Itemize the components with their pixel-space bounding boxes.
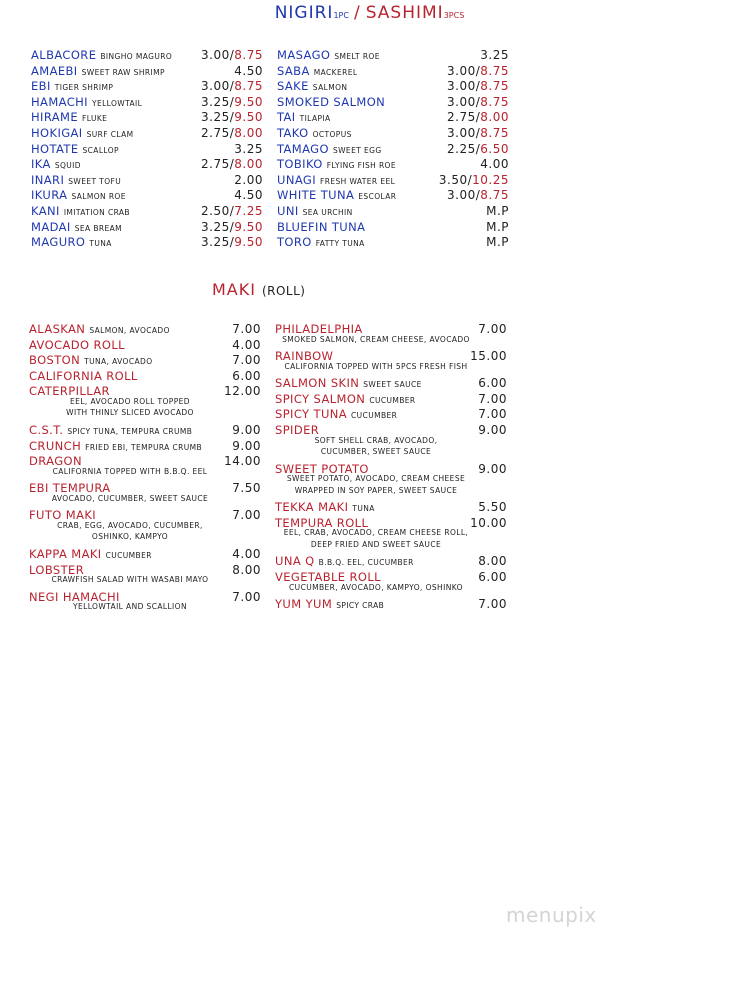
nigiri-item-name: AMAEBI bbox=[31, 63, 78, 78]
maki-item bbox=[29, 419, 261, 435]
maki-item-subdesc: SWEET POTATO, AVOCADO, CREAM CHEESE bbox=[286, 474, 466, 484]
nigiri-item-price bbox=[201, 95, 263, 109]
nigiri-item-name: KANI bbox=[31, 203, 60, 218]
nigiri-item-price bbox=[234, 188, 263, 202]
nigiri-item-name: INARI bbox=[31, 172, 65, 187]
maki-item-row bbox=[275, 403, 507, 422]
nigiri-list-left bbox=[31, 44, 263, 250]
nigiri-price-piece: 3.25/ bbox=[201, 235, 235, 250]
maki-item-name: CATERPILLAR bbox=[29, 384, 110, 399]
nigiri-item-name: MAGURO bbox=[31, 235, 86, 250]
maki-item bbox=[275, 372, 507, 391]
nigiri-item-name: HAMACHI bbox=[31, 94, 88, 109]
sashimi-price: 8.75 bbox=[480, 125, 509, 140]
menupix-watermark: menupix bbox=[506, 903, 597, 927]
maki-subheading: (ROLL) bbox=[261, 284, 306, 298]
nigiri-item-price bbox=[201, 204, 263, 218]
nigiri-price-piece: 3.00/ bbox=[447, 63, 481, 78]
maki-item-desc: B.B.Q. EEL, CUCUMBER bbox=[318, 558, 414, 568]
maki-item-name: SPICY SALMON bbox=[275, 391, 366, 406]
maki-item-name: DRAGON bbox=[29, 454, 83, 469]
nigiri-item-price bbox=[201, 220, 263, 234]
maki-item-desc: SALMON, AVOCADO bbox=[89, 326, 170, 335]
sashimi-price: 8.75 bbox=[480, 188, 509, 203]
nigiri-item-desc: FLYING FISH ROE bbox=[326, 161, 396, 171]
nigiri-item-desc: TILAPIA bbox=[299, 114, 331, 124]
nigiri-list-right bbox=[277, 44, 509, 250]
sashimi-price: 8.00 bbox=[234, 125, 263, 140]
nigiri-item-desc: SCALLOP bbox=[82, 145, 119, 155]
header-slash: / bbox=[353, 3, 361, 23]
maki-item-name: SPICY TUNA bbox=[275, 407, 348, 422]
maki-item bbox=[29, 349, 261, 368]
maki-item-price: 10.00 bbox=[470, 515, 507, 530]
nigiri-price-piece: 4.50 bbox=[234, 63, 263, 78]
nigiri-item-price bbox=[234, 173, 263, 187]
maki-item-row bbox=[29, 586, 261, 602]
nigiri-item bbox=[277, 169, 509, 185]
nigiri-item-price bbox=[447, 95, 509, 109]
maki-item-name: TEKKA MAKI bbox=[275, 500, 349, 515]
nigiri-price-piece: 2.50/ bbox=[201, 203, 235, 218]
maki-item-name: KAPPA MAKI bbox=[29, 546, 102, 561]
nigiri-item-price bbox=[447, 126, 509, 140]
maki-item-row bbox=[275, 372, 507, 391]
maki-item-name: BOSTON bbox=[29, 353, 81, 368]
maki-item-subdesc: CRAB, EGG, AVOCADO, CUCUMBER, bbox=[57, 520, 203, 530]
nigiri-price-piece: 2.75/ bbox=[201, 125, 235, 140]
maki-item-price: 9.00 bbox=[232, 422, 261, 437]
nigiri-item bbox=[31, 200, 263, 216]
nigiri-item bbox=[31, 184, 263, 203]
nigiri-item-name: EBI bbox=[31, 79, 51, 94]
maki-item-price: 9.00 bbox=[478, 461, 507, 476]
maki-item-price: 6.00 bbox=[232, 368, 261, 383]
nigiri-price-piece: 4.50 bbox=[234, 188, 263, 203]
maki-item-price: 7.00 bbox=[478, 322, 507, 336]
maki-item bbox=[275, 550, 507, 569]
maki-item-desc: TUNA bbox=[352, 504, 375, 514]
nigiri-price-piece: 3.00/ bbox=[201, 79, 235, 94]
maki-item-name: LOBSTER bbox=[29, 562, 85, 577]
maki-list-left bbox=[29, 318, 261, 613]
maki-item-name: YUM YUM bbox=[275, 597, 333, 612]
nigiri-item-name: BLUEFIN TUNA bbox=[277, 219, 366, 234]
maki-item-name: SPIDER bbox=[275, 422, 320, 437]
maki-item bbox=[275, 496, 507, 515]
nigiri-item bbox=[277, 231, 509, 250]
sashimi-price: 9.50 bbox=[234, 219, 263, 234]
maki-item-row bbox=[275, 345, 507, 364]
maki-item-desc: CUCUMBER bbox=[369, 395, 416, 405]
nigiri-item-price bbox=[201, 235, 263, 249]
maki-item-price: 5.50 bbox=[478, 500, 507, 515]
maki-item bbox=[275, 345, 507, 372]
nigiri-item-label bbox=[277, 231, 365, 250]
maki-item-price: 15.00 bbox=[470, 349, 507, 364]
maki-item-row bbox=[29, 504, 261, 523]
nigiri-item-name: SAKE bbox=[277, 79, 309, 94]
nigiri-item-price bbox=[486, 235, 509, 249]
nigiri-price-piece: 2.75/ bbox=[447, 110, 481, 125]
nigiri-price-piece: 3.25 bbox=[480, 48, 509, 62]
sashimi-heading: SASHIMI bbox=[365, 3, 444, 23]
sashimi-price: 6.50 bbox=[480, 141, 509, 156]
maki-item-name: PHILADELPHIA bbox=[275, 322, 363, 336]
nigiri-item-name: TORO bbox=[277, 235, 312, 250]
nigiri-item bbox=[31, 44, 263, 60]
nigiri-unit: 1PC bbox=[333, 11, 349, 20]
nigiri-item-price bbox=[447, 110, 509, 124]
nigiri-price-piece: 2.75/ bbox=[201, 157, 235, 172]
nigiri-item bbox=[277, 44, 509, 60]
maki-item-price: 4.00 bbox=[232, 546, 261, 561]
maki-item bbox=[275, 318, 507, 345]
nigiri-item-desc: TIGER SHRIMP bbox=[54, 83, 114, 93]
sashimi-price: 8.00 bbox=[480, 110, 509, 125]
maki-item-price: 7.00 bbox=[232, 353, 261, 368]
nigiri-item-price bbox=[234, 64, 263, 78]
sashimi-price: 8.00 bbox=[234, 157, 263, 172]
maki-item bbox=[275, 419, 507, 458]
nigiri-price-piece: 2.25/ bbox=[447, 141, 481, 156]
maki-item-subdesc: WITH THINLY SLICED AVOCADO bbox=[66, 408, 194, 418]
maki-item-subdesc: CUCUMBER, SWEET SAUCE bbox=[320, 447, 432, 457]
nigiri-item-price bbox=[439, 173, 509, 187]
nigiri-item-desc: SWEET TOFU bbox=[68, 176, 122, 186]
maki-item-name: FUTO MAKI bbox=[29, 508, 97, 523]
nigiri-item-price bbox=[480, 48, 509, 62]
maki-item-subdesc: EEL, AVOCADO ROLL TOPPED bbox=[70, 396, 190, 406]
maki-list-right bbox=[275, 318, 507, 612]
nigiri-item-desc: FLUKE bbox=[82, 114, 108, 124]
nigiri-item-price bbox=[486, 204, 509, 218]
nigiri-price-piece: M.P bbox=[486, 219, 509, 234]
maki-item-row bbox=[275, 458, 507, 474]
nigiri-item-name: TAI bbox=[277, 110, 296, 125]
maki-item-label bbox=[275, 593, 384, 612]
maki-item-subdesc: CALIFORNIA TOPPED WITH 5PCS FRESH FISH bbox=[284, 361, 468, 371]
maki-item-price: 7.00 bbox=[478, 407, 507, 422]
nigiri-price-piece: 3.00/ bbox=[447, 188, 481, 203]
nigiri-sashimi-header bbox=[0, 3, 739, 23]
maki-item-row bbox=[275, 593, 507, 612]
sashimi-price: 8.75 bbox=[480, 94, 509, 109]
maki-item-name: EBI TEMPURA bbox=[29, 481, 111, 496]
nigiri-item-name: UNI bbox=[277, 203, 299, 218]
maki-item bbox=[29, 543, 261, 559]
nigiri-price-piece: 3.25/ bbox=[201, 94, 235, 109]
nigiri-price-piece: M.P bbox=[486, 235, 509, 250]
maki-item-subdesc: DEEP FRIED AND SWEET SAUCE bbox=[310, 539, 442, 549]
maki-item-row bbox=[275, 318, 507, 334]
maki-item-name: RAINBOW bbox=[275, 349, 334, 364]
nigiri-item-desc: BINGHO MAGURO bbox=[100, 52, 173, 61]
maki-item bbox=[29, 435, 261, 451]
nigiri-item-desc: FRESH WATER EEL bbox=[320, 176, 396, 186]
nigiri-item-name: SABA bbox=[277, 63, 310, 78]
sashimi-price: 9.50 bbox=[234, 235, 263, 250]
maki-item-price: 12.00 bbox=[224, 384, 261, 399]
maki-item bbox=[275, 458, 507, 497]
maki-item-name: SALMON SKIN bbox=[275, 376, 360, 391]
maki-item bbox=[29, 586, 261, 613]
maki-item-label bbox=[275, 419, 319, 438]
maki-item-subdesc: SMOKED SALMON, CREAM CHEESE, AVOCADO bbox=[282, 334, 470, 344]
nigiri-item-price bbox=[447, 64, 509, 78]
nigiri-price-piece: 2.00 bbox=[234, 172, 263, 187]
maki-item-price: 7.00 bbox=[478, 597, 507, 612]
nigiri-price-piece: 3.00/ bbox=[201, 48, 235, 62]
maki-item-row bbox=[275, 550, 507, 569]
maki-item-desc: CUCUMBER bbox=[351, 411, 398, 421]
maki-item-price: 6.00 bbox=[478, 376, 507, 391]
nigiri-item-price bbox=[480, 157, 509, 171]
sashimi-price: 9.50 bbox=[234, 110, 263, 125]
maki-item-subdesc: CRAWFISH SALAD WITH WASABI MAYO bbox=[51, 575, 209, 585]
maki-item bbox=[29, 380, 261, 419]
nigiri-item-name: HOTATE bbox=[31, 141, 79, 156]
nigiri-item-name: IKA bbox=[31, 157, 51, 172]
nigiri-price-piece: 3.50/ bbox=[438, 172, 473, 187]
nigiri-item-price bbox=[486, 220, 509, 234]
nigiri-item-price bbox=[447, 188, 509, 202]
maki-item-row bbox=[275, 388, 507, 404]
nigiri-item-desc: OCTOPUS bbox=[312, 129, 352, 139]
maki-item bbox=[275, 566, 507, 593]
nigiri-item-price bbox=[201, 79, 263, 93]
maki-item bbox=[29, 318, 261, 334]
maki-item-row bbox=[29, 419, 261, 435]
nigiri-price-piece: 3.25 bbox=[234, 141, 263, 156]
maki-item bbox=[275, 593, 507, 612]
maki-item bbox=[275, 403, 507, 422]
maki-item-price: 7.00 bbox=[478, 391, 507, 406]
nigiri-item-price bbox=[201, 126, 263, 140]
maki-item-row bbox=[275, 496, 507, 515]
nigiri-item-desc: YELLOWTAIL bbox=[91, 98, 143, 108]
nigiri-price-piece: 4.00 bbox=[480, 157, 509, 172]
maki-item-name: CALIFORNIA ROLL bbox=[29, 368, 138, 383]
maki-item bbox=[29, 450, 261, 477]
maki-item bbox=[29, 559, 261, 586]
maki-item-name: AVOCADO ROLL bbox=[29, 337, 125, 352]
nigiri-item-name: TAMAGO bbox=[277, 141, 329, 156]
maki-item-row bbox=[29, 543, 261, 559]
nigiri-item-price bbox=[447, 142, 509, 156]
nigiri-item-name: TOBIKO bbox=[277, 157, 323, 172]
maki-item bbox=[275, 512, 507, 551]
nigiri-item bbox=[277, 60, 509, 76]
maki-item-name: NEGI HAMACHI bbox=[29, 589, 120, 604]
nigiri-heading: NIGIRI bbox=[274, 3, 334, 23]
maki-item-desc: SWEET SAUCE bbox=[363, 380, 422, 390]
maki-item-price: 7.50 bbox=[232, 481, 261, 496]
nigiri-item-desc: SALMON ROE bbox=[71, 192, 126, 202]
maki-item-name: VEGETABLE ROLL bbox=[275, 569, 381, 584]
maki-item-row bbox=[29, 318, 261, 334]
maki-item-desc: SPICY TUNA, TEMPURA CRUMB bbox=[67, 426, 193, 436]
nigiri-item-name: IKURA bbox=[31, 188, 68, 203]
nigiri-price-piece: 3.00/ bbox=[447, 125, 481, 140]
maki-item-price: 8.00 bbox=[232, 562, 261, 577]
maki-item-row bbox=[29, 477, 261, 496]
nigiri-item-desc: FATTY TUNA bbox=[315, 239, 365, 249]
maki-item bbox=[29, 477, 261, 504]
maki-item-subdesc: AVOCADO, CUCUMBER, SWEET SAUCE bbox=[51, 493, 209, 503]
maki-item-name: C.S.T. bbox=[29, 422, 64, 437]
nigiri-item-name: MADAI bbox=[31, 219, 71, 234]
maki-item-name: SWEET POTATO bbox=[275, 461, 369, 476]
maki-item-price: 7.00 bbox=[232, 322, 261, 336]
maki-item-subdesc: OSHINKO, KAMPYO bbox=[91, 532, 169, 542]
nigiri-item-desc: SURF CLAM bbox=[86, 129, 134, 139]
sashimi-price: 7.25 bbox=[234, 203, 263, 218]
nigiri-item-name: UNAGI bbox=[277, 172, 316, 187]
sashimi-price: 8.75 bbox=[480, 79, 509, 94]
maki-item-row bbox=[275, 512, 507, 528]
nigiri-item-desc: MACKEREL bbox=[313, 67, 358, 77]
maki-item-name: TEMPURA ROLL bbox=[275, 515, 369, 530]
nigiri-price-piece: 3.25/ bbox=[201, 219, 235, 234]
nigiri-item-desc: SMELT ROE bbox=[334, 52, 380, 61]
nigiri-item-price bbox=[234, 142, 263, 156]
maki-item-price: 9.00 bbox=[478, 422, 507, 437]
nigiri-item-desc: SEA URCHIN bbox=[302, 207, 353, 217]
nigiri-item bbox=[277, 216, 509, 232]
nigiri-item-desc: SQUID bbox=[54, 161, 81, 171]
sashimi-price: 8.75 bbox=[480, 63, 509, 78]
nigiri-item-name: TAKO bbox=[277, 125, 309, 140]
maki-item-row bbox=[29, 380, 261, 399]
sashimi-price: 8.75 bbox=[234, 79, 263, 94]
maki-item-price: 4.00 bbox=[232, 337, 261, 352]
maki-item-name: CRUNCH bbox=[29, 438, 82, 453]
nigiri-item bbox=[31, 153, 263, 172]
maki-item-desc: FRIED EBI, TEMPURA CRUMB bbox=[85, 442, 203, 452]
maki-item-subdesc: CUCUMBER, AVOCADO, KAMPYO, OSHINKO bbox=[289, 582, 463, 592]
maki-item-name: ALASKAN bbox=[29, 322, 86, 336]
maki-item-subdesc: YELLOWTAIL AND SCALLION bbox=[73, 602, 187, 612]
nigiri-item-price bbox=[447, 79, 509, 93]
nigiri-item-price bbox=[201, 110, 263, 124]
maki-header bbox=[212, 280, 306, 299]
nigiri-item-desc: SALMON bbox=[312, 83, 348, 93]
nigiri-item-price bbox=[201, 157, 263, 171]
maki-item-price: 6.00 bbox=[478, 569, 507, 584]
maki-item bbox=[275, 388, 507, 404]
nigiri-price-piece: M.P bbox=[486, 203, 509, 218]
nigiri-item-name: MASAGO bbox=[277, 48, 331, 62]
nigiri-item-desc: SWEET EGG bbox=[332, 145, 382, 155]
sashimi-price: 10.25 bbox=[472, 172, 509, 187]
maki-item-subdesc: CALIFORNIA TOPPED WITH B.B.Q. EEL bbox=[52, 466, 208, 476]
nigiri-price-piece: 3.00/ bbox=[447, 94, 481, 109]
nigiri-item-price bbox=[201, 48, 263, 62]
nigiri-item-desc: TUNA bbox=[89, 239, 112, 249]
maki-item-name: UNA Q bbox=[275, 554, 315, 569]
nigiri-item-desc: ESCOLAR bbox=[358, 192, 397, 202]
maki-item bbox=[29, 504, 261, 543]
maki-item-subdesc: SOFT SHELL CRAB, AVOCADO, bbox=[314, 435, 438, 445]
maki-item-row bbox=[29, 349, 261, 368]
nigiri-item-label bbox=[31, 231, 112, 250]
nigiri-item-desc: SEA BREAM bbox=[74, 223, 123, 233]
maki-item-price: 14.00 bbox=[224, 454, 261, 469]
maki-item-desc: CUCUMBER bbox=[105, 550, 152, 560]
nigiri-item-desc: SWEET RAW SHRIMP bbox=[81, 67, 165, 77]
nigiri-price-piece: 3.25/ bbox=[201, 110, 235, 125]
nigiri-item-desc: IMITATION CRAB bbox=[63, 207, 130, 217]
maki-item-price: 9.00 bbox=[232, 438, 261, 453]
maki-item-subdesc: WRAPPED IN SOY PAPER, SWEET SAUCE bbox=[294, 485, 458, 495]
sashimi-price: 8.75 bbox=[234, 48, 263, 62]
maki-item-desc: SPICY CRAB bbox=[336, 601, 385, 611]
nigiri-item-name: ALBACORE bbox=[31, 48, 97, 62]
maki-item-subdesc: EEL, CRAB, AVOCADO, CREAM CHEESE ROLL, bbox=[283, 528, 469, 538]
maki-heading: MAKI bbox=[212, 280, 256, 299]
nigiri-price-piece: 3.00/ bbox=[447, 79, 481, 94]
maki-item-price: 7.00 bbox=[232, 508, 261, 523]
sashimi-price: 9.50 bbox=[234, 94, 263, 109]
maki-item-row bbox=[29, 435, 261, 451]
maki-item-desc: TUNA, AVOCADO bbox=[84, 357, 153, 367]
maki-item-price: 8.00 bbox=[478, 554, 507, 569]
nigiri-item-name: HOKIGAI bbox=[31, 125, 83, 140]
nigiri-item-name: HIRAME bbox=[31, 110, 79, 125]
nigiri-item-name: WHITE TUNA bbox=[277, 188, 355, 203]
nigiri-item-name: SMOKED SALMON bbox=[277, 94, 386, 109]
sashimi-unit: 3PCS bbox=[443, 11, 465, 20]
maki-item-price: 7.00 bbox=[232, 589, 261, 604]
